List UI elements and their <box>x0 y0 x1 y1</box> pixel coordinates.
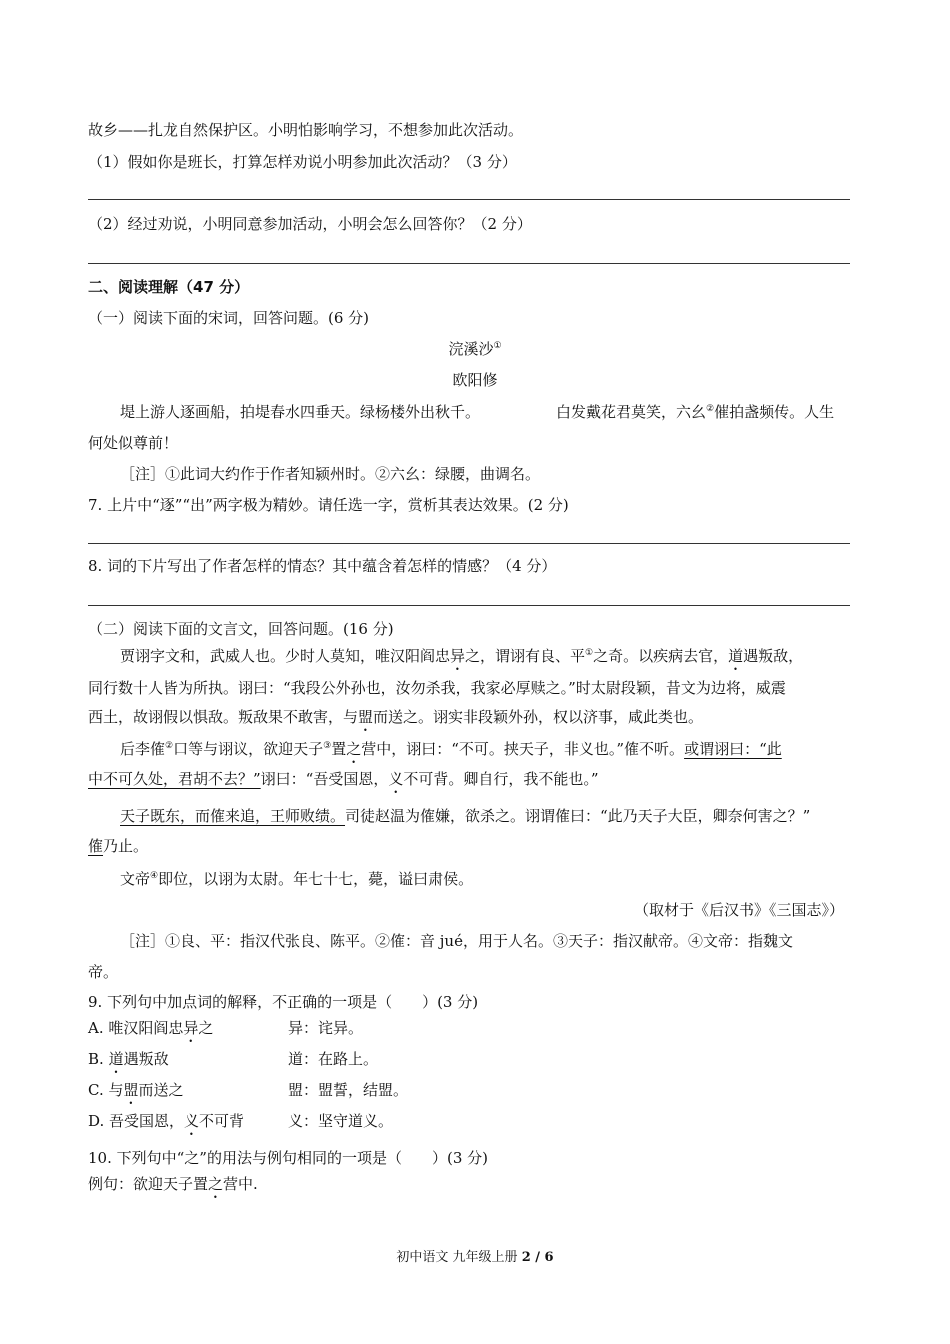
option-a: A. 唯汉阳阎忠异之 <box>88 1019 214 1037</box>
intro-tail: 故乡——扎龙自然保护区。小明怕影响学习，不想参加此次活动。 <box>88 121 524 139</box>
option-b-explanation: 道：在路上。 <box>288 1050 379 1068</box>
example-sentence: 例句：欲迎天子置之营中. <box>88 1175 258 1193</box>
question-10: 10. 下列句中“之”的用法与例句相同的一项是（ ）(3 分) <box>88 1149 488 1167</box>
page-number: 2 / 6 <box>521 1250 554 1265</box>
poem-note: ［注］①此词大约作于作者知颍州时。②六幺：绿腰，曲调名。 <box>120 465 541 483</box>
poem-line: 何处似尊前！ <box>88 434 179 452</box>
passage-line: 西土，故诩假以惧敌。叛敌果不敢害，与盟而送之。诩实非段颖外孙，权以济事，咸此类也。 <box>88 708 704 726</box>
question-9: 9. 下列句中加点词的解释，不正确的一项是（ ）(3 分) <box>88 993 479 1011</box>
passage-line: 文帝④即位，以诩为太尉。年七十七，薨，谥曰肃侯。 <box>120 870 474 888</box>
answer-line <box>88 199 850 200</box>
question-7: 7. 上片中“逐”“出”两字极为精妙。请任选一字，赏析其表达效果。(2 分) <box>88 496 569 514</box>
question-2: （2）经过劝说，小明同意参加活动，小明会怎么回答你？（2 分） <box>88 215 532 233</box>
question-1: （1）假如你是班长，打算怎样劝说小明参加此次活动？（3 分） <box>88 153 517 171</box>
passage-note: 帝。 <box>88 963 119 981</box>
passage-line: 中不可久处，君胡不去？”诩曰：“吾受国恩，义不可背。卿自行，我不能也。” <box>88 770 599 788</box>
poem-author: 欧阳修 <box>452 371 498 389</box>
option-c-explanation: 盟：盟誓，结盟。 <box>288 1081 409 1099</box>
question-8: 8. 词的下片写出了作者怎样的情态？其中蕴含着怎样的情感？（4 分） <box>88 557 557 575</box>
poem-title: 浣溪沙① <box>448 340 502 358</box>
passage-line: 后李傕②口等与诩议，欲迎天子③置之营中，诩曰：“不可。挟天子，非义也。”傕不听。或谓诩曰：“此 <box>120 740 782 758</box>
source-citation: （取材于《后汉书》《三国志》） <box>634 901 845 919</box>
option-c: C. 与盟而送之 <box>88 1081 184 1099</box>
section-heading: 二、阅读理解（47 分） <box>88 278 250 296</box>
passage-line: 傕乃止。 <box>88 837 149 855</box>
passage-line: 同行数十人皆为所执。诩曰：“我段公外孙也，汝勿杀我，我家必厚赎之。”时太尉段颖，昔文为边将，威震 <box>88 679 786 697</box>
option-d-explanation: 义：坚守道义。 <box>288 1112 394 1130</box>
part1-heading: （一）阅读下面的宋词，回答问题。(6 分) <box>88 309 370 327</box>
passage-line: 贾诩字文和，武威人也。少时人莫知，唯汉阳阎忠异之，谓诩有良、平①之奇。以疾病去官，道遇叛敌， <box>120 647 804 665</box>
answer-line <box>88 543 850 544</box>
option-b: B. 道遇叛敌 <box>88 1050 169 1068</box>
option-d: D. 吾受国恩，义不可背 <box>88 1112 245 1130</box>
answer-line <box>88 605 850 606</box>
option-a-explanation: 异：诧异。 <box>288 1019 364 1037</box>
part2-heading: （二）阅读下面的文言文，回答问题。(16 分) <box>88 620 394 638</box>
poem-line: 堤上游人逐画船，拍堤春水四垂天。绿杨楼外出秋千。 <box>120 403 481 421</box>
passage-note: ［注］①良、平：指汉代张良、陈平。②傕：音 jué，用于人名。③天子：指汉献帝。④文帝：指魏文 <box>120 932 793 950</box>
page-footer: 初中语文 九年级上册 2 / 6 <box>396 1250 554 1265</box>
poem-line: 白发戴花君莫笑，六幺②催拍盏频传。人生 <box>556 403 835 421</box>
passage-line: 天子既东，而傕来追，王师败绩。司徒赵温为傕嫌，欲杀之。诩谓傕曰：“此乃天子大臣，卿奈何害之？” <box>120 807 811 825</box>
answer-line <box>88 263 850 264</box>
